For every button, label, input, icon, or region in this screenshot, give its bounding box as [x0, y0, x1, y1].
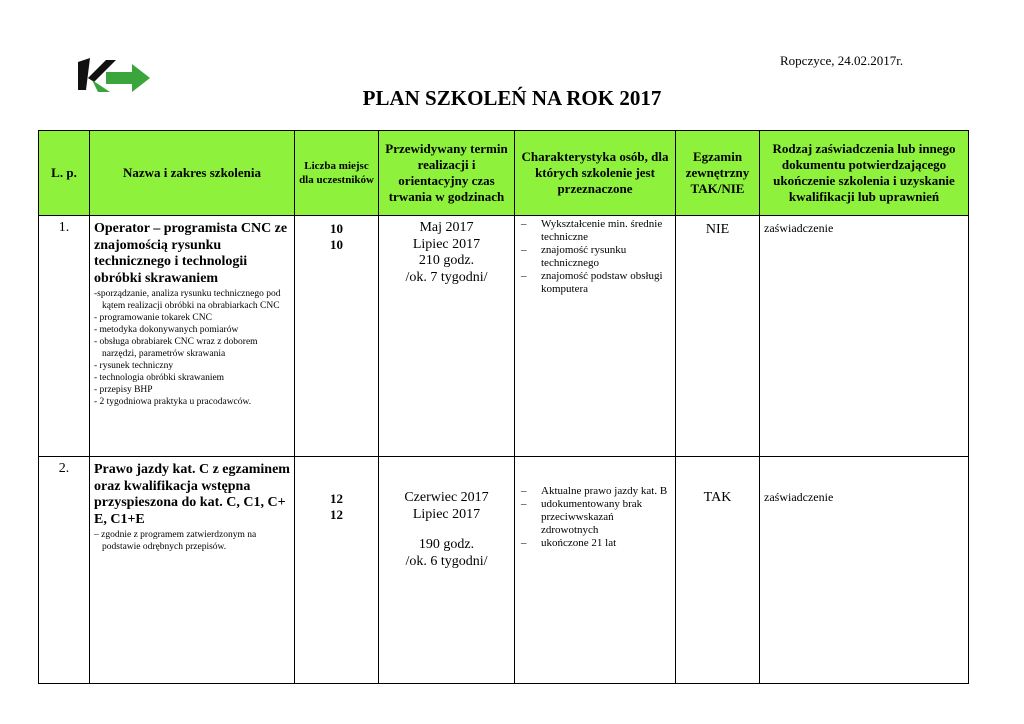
- training-name-cell: [90, 457, 295, 684]
- dash-icon: –: [521, 485, 527, 497]
- exam-cell: NIE: [676, 216, 760, 457]
- dash-icon: –: [521, 537, 527, 549]
- audience-item: – znajomość podstaw obsługi komputera: [521, 270, 663, 295]
- participants-count: 10: [330, 237, 343, 252]
- audience-item: – udokumentowany brak przeciwwskazań zdrowotnych: [521, 498, 643, 536]
- certificate-cell: zaświadczenie: [760, 216, 969, 457]
- participants-count: 10: [330, 221, 343, 236]
- training-scope-list: [94, 288, 290, 408]
- scope-item: - obsługa obrabiarek CNC wraz z doborem narzędzi, parametrów skrawania: [94, 337, 258, 359]
- term-line: Czerwiec 2017: [404, 490, 489, 505]
- dash-icon: –: [521, 244, 527, 256]
- scope-item: - technologia obróbki skrawaniem: [94, 373, 225, 383]
- training-title: Operator – programista CNC ze znajomością rysunku technicznego i technologii obróbki skrawaniem: [94, 221, 288, 286]
- audience-item: – znajomość rysunku technicznego: [521, 244, 627, 269]
- audience-item: – ukończone 21 lat: [521, 537, 617, 549]
- training-plan-table: [38, 130, 969, 684]
- col-header-certificate: Rodzaj zaświadczenia lub innego dokumentu potwierdzającego ukończenie szkolenia i uzyskanie kwalifikacji lub uprawnień: [760, 131, 969, 216]
- scope-item: - 2 tygodniowa praktyka u pracodawców.: [94, 397, 252, 407]
- participants-count: 12: [330, 491, 343, 506]
- term-line: Lipiec 2017: [412, 506, 481, 522]
- scope-item: - programowanie tokarek CNC: [94, 313, 212, 323]
- col-header-audience: Charakterystyka osób, dla których szkolenie jest przeznaczone: [515, 131, 676, 216]
- col-header-term: Przewidywany termin realizacji i orientacyjny czas trwania w godzinach: [379, 131, 515, 216]
- training-name-cell: [90, 216, 295, 457]
- scope-item: - rysunek techniczny: [94, 361, 174, 371]
- col-header-name: Nazwa i zakres szkolenia: [90, 131, 295, 216]
- dash-icon: –: [521, 270, 527, 282]
- col-header-count: Liczba miejsc dla uczestników: [295, 131, 379, 216]
- term-line: 210 godz.: [418, 253, 475, 268]
- dash-icon: –: [521, 218, 527, 230]
- certificate-cell: zaświadczenie: [760, 457, 969, 684]
- term-line: [383, 523, 510, 537]
- training-scope-list: [94, 529, 290, 553]
- audience-item: – Aktualne prawo jazdy kat. B: [521, 485, 668, 497]
- exam-cell: TAK: [676, 457, 760, 684]
- col-header-exam: Egzamin zewnętrzny TAK/NIE: [676, 131, 760, 216]
- scope-item: - metodyka dokonywanych pomiarów: [94, 325, 239, 335]
- row-number: 1.: [39, 216, 90, 457]
- scope-item: - przepisy BHP: [94, 385, 153, 395]
- participants-count-cell: [295, 216, 379, 457]
- document-date: Ropczyce, 24.02.2017r.: [780, 53, 904, 68]
- table-row: [39, 457, 969, 684]
- table-header-row: [39, 131, 969, 216]
- audience-list: [519, 218, 671, 296]
- participants-count: 12: [330, 507, 343, 522]
- table-row: [39, 216, 969, 457]
- term-line: 190 godz.: [418, 537, 475, 552]
- training-title: Prawo jazdy kat. C z egzaminem oraz kwalifikacja wstępna przyspieszona do kat. C, C1, C+ E, C1+E: [94, 462, 290, 527]
- page-title: PLAN SZKOLEŃ NA ROK 2017: [362, 86, 662, 110]
- term-cell: [379, 457, 515, 684]
- audience-item: – Wykształcenie min. średnie techniczne: [521, 218, 663, 243]
- term-cell: [379, 216, 515, 457]
- term-line: Lipiec 2017: [412, 236, 481, 252]
- audience-list: [519, 485, 671, 550]
- scope-item: -sporządzanie, analiza rysunku technicznego pod kątem realizacji obróbki na obrabiarkach CNC: [94, 289, 281, 311]
- row-number: 2.: [39, 457, 90, 684]
- term-line: Maj 2017: [419, 220, 474, 235]
- term-line: /ok. 7 tygodni/: [405, 269, 488, 285]
- scope-item: – zgodnie z programem zatwierdzonym na podstawie odrębnych przepisów.: [94, 530, 257, 552]
- participants-count-cell: [295, 457, 379, 684]
- dash-icon: –: [521, 498, 527, 510]
- col-header-lp: L. p.: [39, 131, 90, 216]
- term-line: /ok. 6 tygodni/: [405, 553, 488, 569]
- audience-cell: [515, 216, 676, 457]
- audience-cell: [515, 457, 676, 684]
